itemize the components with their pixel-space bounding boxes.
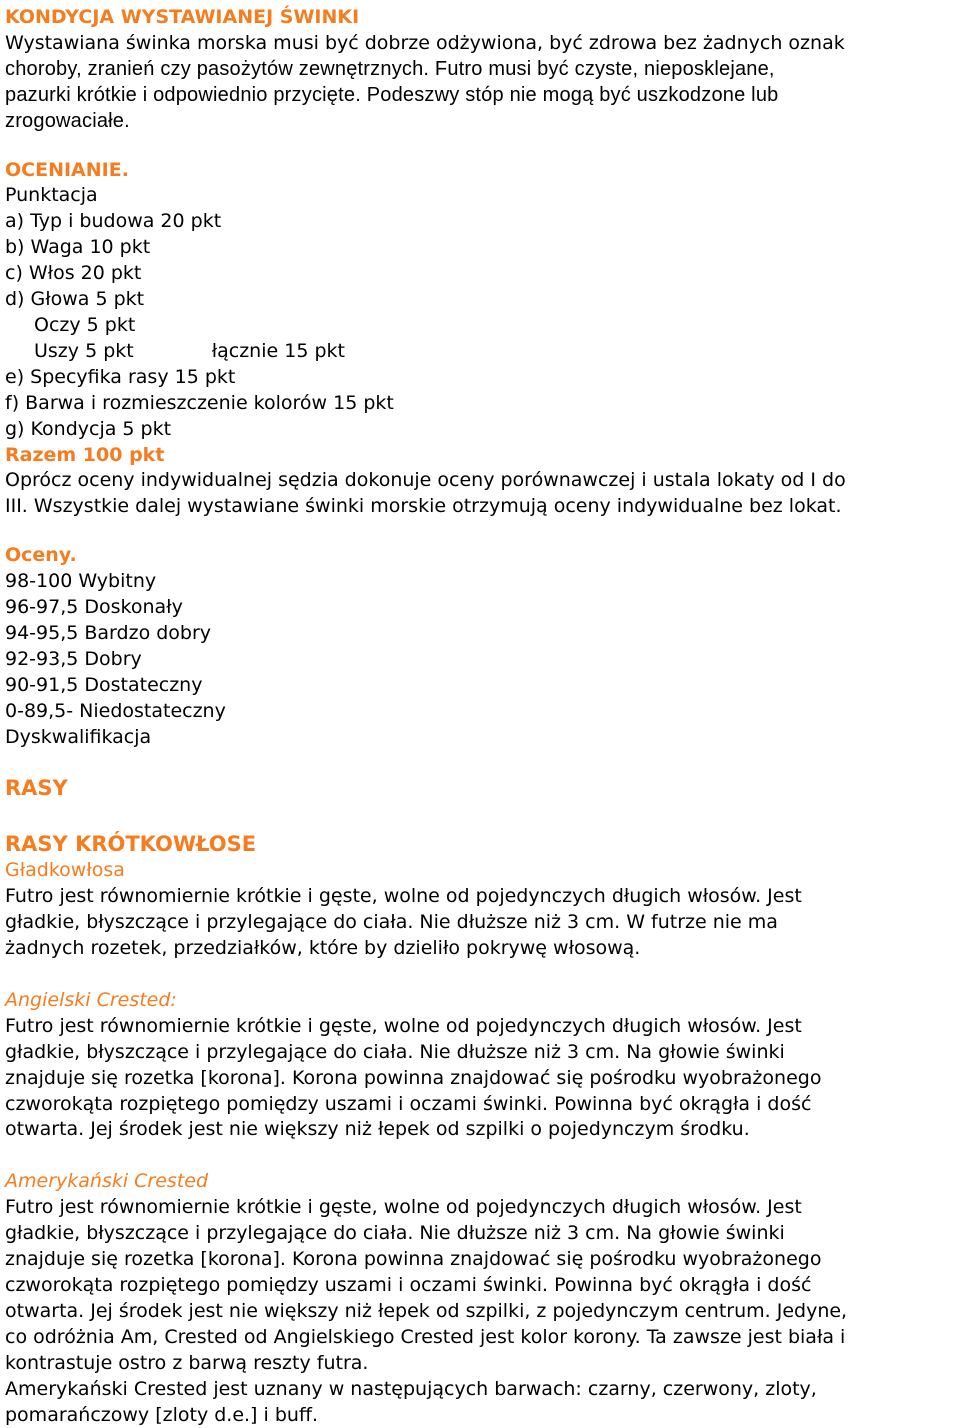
breed-line: znajduje się rozetka [korona]. Korona powinna znajdować się pośrodku wyobrażonego (5, 1066, 822, 1089)
condition-section (5, 5, 957, 135)
breed-line: Amerykański Crested jest uznany w następujących barwach: czarny, czerwony, zloty, (5, 1377, 817, 1400)
grade-item: 92-93,5 Dobry (5, 647, 142, 670)
breed-line: Futro jest równomiernie krótkie i gęste, wolne od pojedynczych długich włosów. Jest (5, 885, 802, 908)
spacer (5, 962, 957, 988)
spacer (5, 135, 957, 158)
scoring-item-d-ears: Uszy 5 pkt (34, 339, 134, 362)
scoring-total: Razem 100 pkt (5, 443, 165, 466)
grade-item: 90-91,5 Dostateczny (5, 673, 203, 696)
scoring-item-d-total: łącznie 15 pkt (211, 339, 345, 362)
breeds-heading: RASY (5, 776, 68, 801)
breed-line: gładkie, błyszczące i przylegające do ciała. Nie dłuższe niż 3 cm. Na głowie świnki (5, 1040, 785, 1063)
scoring-item-g: g) Kondycja 5 pkt (5, 417, 172, 440)
breed-line: gładkie, błyszczące i przylegające do ciała. Nie dłuższe niż 3 cm. Na głowie świnki (5, 1222, 785, 1245)
scoring-item-f: f) Barwa i rozmieszczenie kolorów 15 pkt (5, 391, 394, 414)
condition-heading: KONDYCJA WYSTAWIANEJ ŚWINKI (5, 6, 360, 28)
scoring-item-c: c) Włos 20 pkt (5, 262, 142, 285)
breed-name: Gładkowłosa (5, 859, 125, 882)
breed-line: kontrastuje ostro z barwą reszty futra. (5, 1351, 369, 1374)
breed-line: otwarta. Jej środek jest nie większy niż łepek od szpilki o pojedynczym środku. (5, 1118, 750, 1141)
breed-english-crested (5, 988, 957, 1143)
condition-line: choroby, zranień czy pasożytów zewnętrznych. Futro musi być czyste, nieposklejane, (5, 57, 775, 80)
spacer (5, 750, 957, 776)
scoring-item-d-eyes: Oczy 5 pkt (34, 313, 136, 336)
grade-item: Dyskwalifikacja (5, 725, 152, 748)
scoring-item-d-ears-row (5, 339, 957, 365)
scoring-heading: OCENIANIE. (5, 158, 129, 181)
spacer (5, 520, 957, 543)
breed-american-crested (5, 1169, 957, 1428)
breed-line: znajduje się rozetka [korona]. Korona powinna znajdować się pośrodku wyobrażonego (5, 1248, 822, 1271)
breed-line: co odróżnia Am, Crested od Angielskiego Crested jest kolor korony. Ta zawsze jest biała i (5, 1325, 846, 1348)
breed-line: pomarańczowy [zloty d.e.] i buff. (5, 1403, 319, 1426)
breeds-subheading: RASY KRÓTKOWŁOSE (5, 832, 257, 857)
document-page (5, 5, 957, 1428)
scoring-label: Punktacja (5, 184, 98, 207)
spacer (5, 802, 957, 832)
breeds-section (5, 776, 957, 1428)
condition-line: pazurki krótkie i odpowiednio przycięte. Podeszwy stóp nie mogą być uszkodzone lub (5, 83, 779, 106)
breed-name: Angielski Crested: (5, 988, 177, 1011)
grade-item: 98-100 Wybitny (5, 570, 157, 593)
breed-line: żadnych rozetek, przedziałków, które by dzieliło pokrywę włosową. (5, 937, 641, 959)
scoring-item-d: d) Głowa 5 pkt (5, 288, 145, 311)
scoring-item-b: b) Waga 10 pkt (5, 236, 151, 259)
scoring-note-line: Oprócz oceny indywidualnej sędzia dokonuje oceny porównawczej i ustala lokaty od I do (5, 469, 846, 492)
breed-line: czworokąta rozpiętego pomiędzy uszami i oczami świnki. Powinna być okrągła i dość (5, 1092, 812, 1115)
breed-line: gładkie, błyszczące i przylegające do ciała. Nie dłuższe niż 3 cm. W futrze nie ma (5, 911, 778, 934)
scoring-item-e: e) Specyfika rasy 15 pkt (5, 365, 236, 388)
breed-smooth (5, 858, 957, 962)
breed-line: Futro jest równomiernie krótkie i gęste, wolne od pojedynczych długich włosów. Jest (5, 1196, 802, 1219)
breed-line: otwarta. Jej środek jest nie większy niż łepek od szpilki, z pojedynczym centrum. Jedyne, (5, 1299, 848, 1322)
breed-line: czworokąta rozpiętego pomiędzy uszami i oczami świnki. Powinna być okrągła i dość (5, 1273, 812, 1296)
spacer (5, 1143, 957, 1169)
breed-name: Amerykański Crested (5, 1170, 209, 1193)
grades-section (5, 543, 957, 750)
grades-heading: Oceny. (5, 544, 77, 567)
grade-item: 0-89,5- Niedostateczny (5, 699, 226, 722)
grade-item: 96-97,5 Doskonały (5, 596, 183, 619)
breed-line: Futro jest równomiernie krótkie i gęste, wolne od pojedynczych długich włosów. Jest (5, 1014, 802, 1037)
condition-line: zrogowaciałe. (5, 109, 130, 132)
scoring-item-a: a) Typ i budowa 20 pkt (5, 210, 222, 233)
condition-line: Wystawiana świnka morska musi być dobrze odżywiona, być zdrowa bez żadnych oznak (5, 31, 845, 54)
scoring-section (5, 158, 957, 521)
scoring-note-line: III. Wszystkie dalej wystawiane świnki morskie otrzymują oceny indywidualne bez lokat. (5, 495, 842, 518)
grade-item: 94-95,5 Bardzo dobry (5, 621, 212, 644)
